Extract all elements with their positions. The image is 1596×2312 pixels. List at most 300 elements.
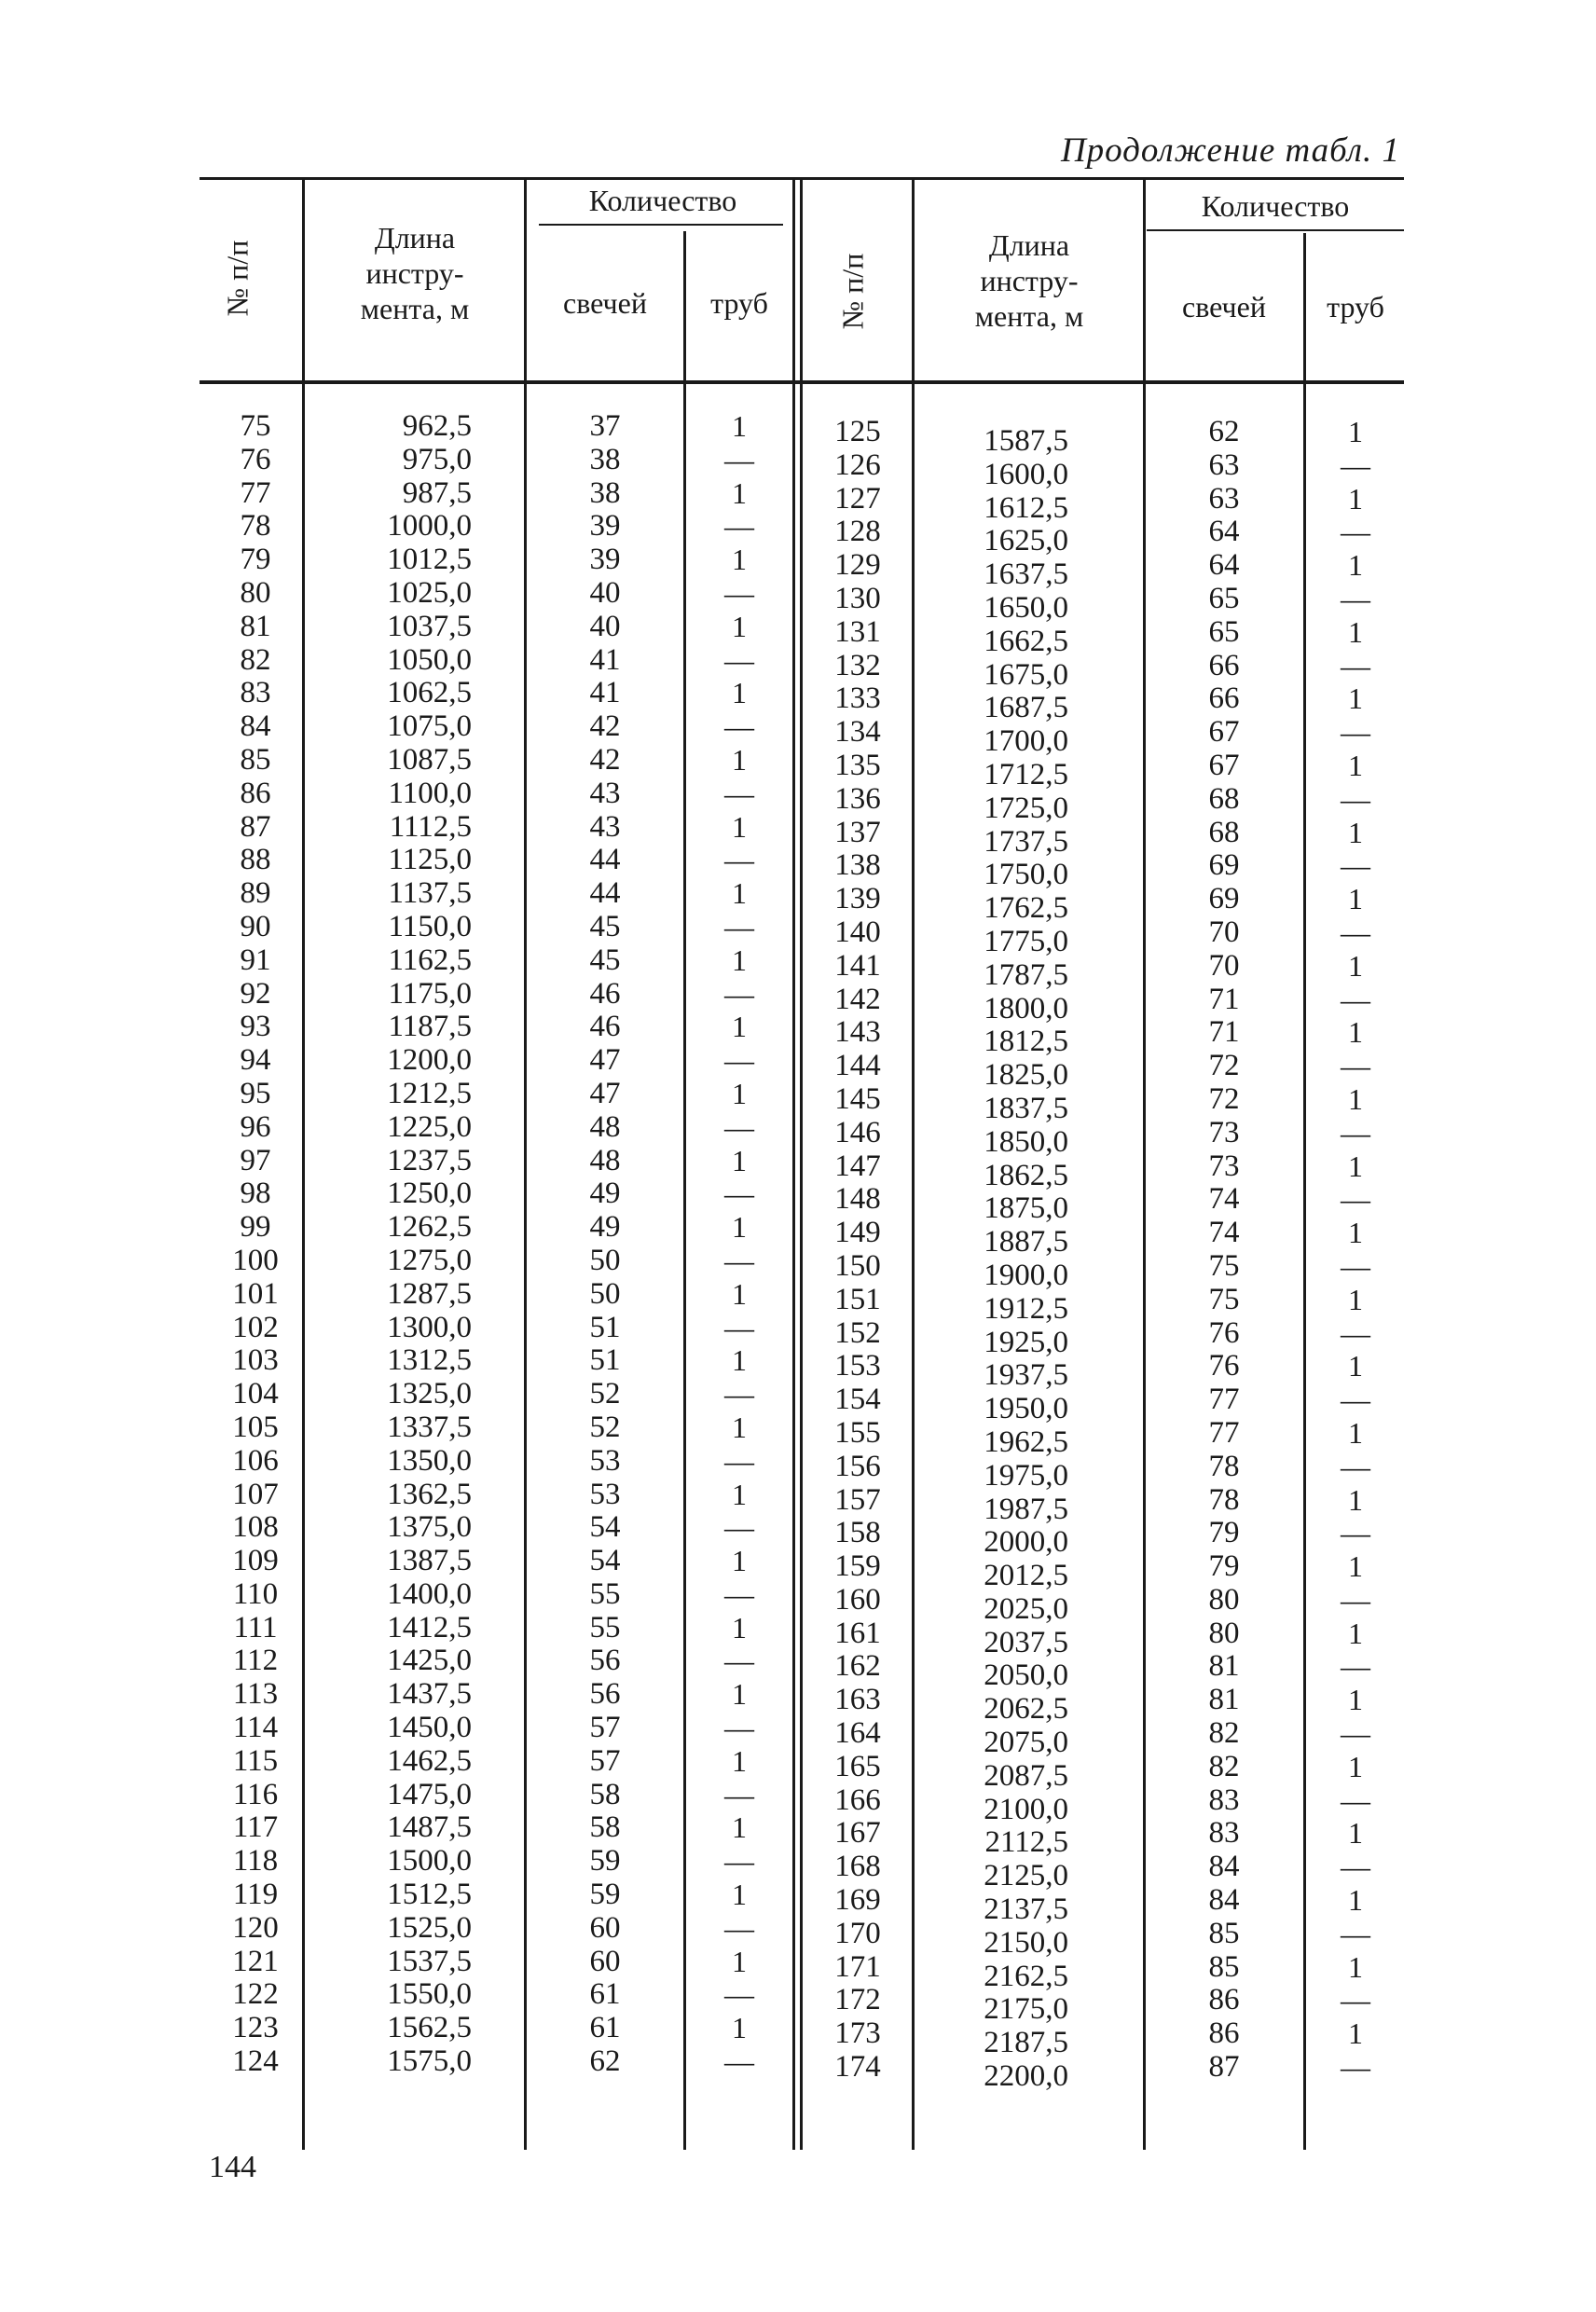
row-candles: 67 (1208, 748, 1240, 782)
row-candles: 45 (589, 943, 621, 977)
row-candles: 85 (1208, 1916, 1240, 1950)
row-pipes: — (724, 1109, 754, 1144)
row-number: 108 (232, 1510, 279, 1545)
row-length: 1725,0 (984, 791, 1068, 825)
row-number: 148 (834, 1182, 881, 1217)
row-candles: 41 (589, 642, 621, 677)
row-number: 169 (834, 1883, 881, 1918)
row-number: 160 (834, 1582, 881, 1617)
row-pipes: 1 (1348, 1282, 1363, 1316)
row-length: 1525,0 (387, 1910, 472, 1945)
row-pipes: — (1341, 915, 1370, 949)
row-number: 110 (232, 1576, 279, 1611)
row-length: 975,0 (402, 442, 472, 476)
row-length: 1500,0 (387, 1844, 472, 1878)
row-length: 2125,0 (984, 1859, 1068, 1893)
row-candles: 55 (589, 1576, 621, 1611)
row-number: 158 (834, 1516, 881, 1550)
row-candles: 66 (1208, 648, 1240, 682)
row-candles: 65 (1208, 581, 1240, 615)
row-length: 1750,0 (984, 858, 1068, 892)
header-num-left: № п/п (220, 240, 255, 317)
row-candles: 39 (589, 543, 621, 577)
row-candles: 47 (589, 1043, 621, 1078)
row-pipes: 1 (732, 1276, 747, 1311)
row-candles: 44 (589, 876, 621, 911)
row-pipes: 1 (1348, 1816, 1363, 1851)
col-divider (1303, 233, 1306, 2150)
row-number: 93 (240, 1010, 271, 1044)
header-num-right: № п/п (835, 253, 870, 330)
row-pipes: 1 (732, 1410, 747, 1444)
row-candles: 38 (589, 442, 621, 476)
row-candles: 80 (1208, 1582, 1240, 1617)
row-candles: 69 (1208, 882, 1240, 916)
row-length: 1425,0 (387, 1644, 472, 1678)
row-pipes: 1 (732, 1010, 747, 1044)
row-pipes: — (1341, 1383, 1370, 1417)
row-pipes: 1 (1348, 481, 1363, 516)
row-number: 126 (834, 447, 881, 482)
row-pipes: — (724, 1910, 754, 1945)
row-candles: 73 (1208, 1149, 1240, 1183)
row-pipes: — (724, 1243, 754, 1277)
row-pipes: — (1341, 982, 1370, 1016)
row-candles: 85 (1208, 1949, 1240, 1984)
row-pipes: 1 (732, 876, 747, 911)
row-length: 1875,0 (984, 1191, 1068, 1226)
row-number: 172 (834, 1983, 881, 2017)
row-pipes: 1 (732, 1610, 747, 1645)
row-length: 1737,5 (984, 824, 1068, 859)
row-candles: 50 (589, 1276, 621, 1311)
row-length: 1712,5 (984, 757, 1068, 791)
row-length: 1625,0 (984, 524, 1068, 558)
row-pipes: 1 (732, 609, 747, 643)
row-number: 149 (834, 1216, 881, 1250)
row-number: 78 (240, 509, 271, 544)
row-number: 170 (834, 1916, 881, 1950)
row-pipes: — (724, 1777, 754, 1811)
row-number: 113 (232, 1677, 279, 1712)
row-candles: 82 (1208, 1749, 1240, 1783)
row-length: 1862,5 (984, 1158, 1068, 1192)
row-number: 118 (232, 1844, 279, 1878)
row-pipes: — (1341, 1516, 1370, 1550)
row-length: 1912,5 (984, 1291, 1068, 1326)
row-candles: 42 (589, 709, 621, 744)
row-number: 163 (834, 1683, 881, 1717)
row-candles: 53 (589, 1443, 621, 1478)
row-number: 143 (834, 1015, 881, 1050)
row-number: 162 (834, 1649, 881, 1684)
row-length: 1812,5 (984, 1025, 1068, 1059)
row-pipes: — (724, 1711, 754, 1745)
row-pipes: — (724, 575, 754, 610)
row-pipes: — (724, 442, 754, 476)
row-length: 1337,5 (387, 1410, 472, 1444)
row-length: 1075,0 (387, 709, 472, 744)
left-length-column (308, 410, 472, 2079)
row-number: 153 (834, 1349, 881, 1383)
row-pipes: 1 (1348, 681, 1363, 716)
row-length: 1200,0 (387, 1043, 472, 1078)
row-number: 88 (240, 843, 271, 877)
row-candles: 51 (589, 1343, 621, 1378)
row-pipes: 1 (732, 1076, 747, 1110)
header-length-left: Длина инстру- мента, м (360, 221, 470, 325)
row-pipes: 1 (1348, 1683, 1363, 1717)
row-pipes: 1 (732, 1944, 747, 1978)
row-number: 168 (834, 1850, 881, 1884)
row-length: 987,5 (402, 475, 472, 510)
row-pipes: — (724, 1377, 754, 1411)
row-length: 1037,5 (387, 609, 472, 643)
row-length: 1562,5 (387, 2011, 472, 2045)
row-pipes: 1 (1348, 815, 1363, 849)
row-number: 114 (232, 1711, 279, 1745)
row-pipes: — (1341, 1182, 1370, 1217)
row-pipes: — (724, 976, 754, 1011)
row-length: 1450,0 (387, 1711, 472, 1745)
row-length: 1787,5 (984, 957, 1068, 992)
row-candles: 40 (589, 575, 621, 610)
row-candles: 49 (589, 1210, 621, 1245)
col-divider (800, 177, 803, 2150)
right-pipes-column (1307, 416, 1404, 2085)
row-candles: 76 (1208, 1349, 1240, 1383)
row-pipes: — (1341, 1850, 1370, 1884)
row-candles: 46 (589, 1010, 621, 1044)
row-number: 109 (232, 1544, 279, 1578)
row-pipes: — (1341, 648, 1370, 682)
row-pipes: 1 (1348, 1081, 1363, 1116)
row-number: 105 (232, 1410, 279, 1444)
row-candles: 82 (1208, 1716, 1240, 1751)
row-pipes: — (1341, 1716, 1370, 1751)
row-candles: 75 (1208, 1282, 1240, 1316)
row-number: 154 (834, 1383, 881, 1417)
row-length: 2137,5 (984, 1892, 1068, 1927)
row-pipes: 1 (1348, 1349, 1363, 1383)
row-pipes: 1 (1348, 1149, 1363, 1183)
row-number: 139 (834, 882, 881, 916)
row-candles: 39 (589, 509, 621, 544)
row-number: 159 (834, 1549, 881, 1584)
row-pipes: — (724, 709, 754, 744)
row-number: 140 (834, 915, 881, 949)
row-candles: 43 (589, 809, 621, 844)
row-candles: 73 (1208, 1115, 1240, 1149)
row-number: 134 (834, 715, 881, 750)
row-number: 116 (232, 1777, 279, 1811)
row-candles: 81 (1208, 1683, 1240, 1717)
row-candles: 74 (1208, 1182, 1240, 1217)
row-candles: 79 (1208, 1549, 1240, 1584)
row-candles: 72 (1208, 1081, 1240, 1116)
row-pipes: 1 (732, 2011, 747, 2045)
row-length: 1762,5 (984, 891, 1068, 926)
row-length: 2100,0 (984, 1792, 1068, 1826)
header-quantity-right: Количество (1201, 189, 1350, 223)
row-pipes: — (724, 1576, 754, 1611)
row-pipes: — (1341, 848, 1370, 883)
row-candles: 62 (1208, 415, 1240, 448)
row-candles: 83 (1208, 1782, 1240, 1817)
row-pipes: 1 (732, 543, 747, 577)
row-length: 1325,0 (387, 1377, 472, 1411)
row-number: 87 (240, 809, 271, 844)
row-length: 1150,0 (388, 909, 472, 943)
row-pipes: 1 (732, 1810, 747, 1845)
row-pipes: — (1341, 1049, 1370, 1083)
row-pipes: — (1341, 1115, 1370, 1149)
row-pipes: 1 (732, 1743, 747, 1778)
row-length: 1900,0 (984, 1258, 1068, 1292)
row-number: 155 (834, 1415, 881, 1450)
row-candles: 71 (1208, 982, 1240, 1016)
row-pipes: — (1341, 2050, 1370, 2085)
row-pipes: — (724, 1844, 754, 1878)
row-number: 101 (232, 1276, 279, 1311)
row-candles: 52 (589, 1377, 621, 1411)
row-pipes: — (1341, 515, 1370, 549)
row-number: 89 (240, 876, 271, 911)
row-number: 120 (232, 1910, 279, 1945)
row-length: 1100,0 (388, 776, 472, 810)
row-candles: 48 (589, 1143, 621, 1177)
row-length: 1612,5 (984, 490, 1068, 525)
left-pipes-column (687, 410, 791, 2079)
row-candles: 59 (589, 1844, 621, 1878)
row-number: 130 (834, 581, 881, 615)
row-candles: 50 (589, 1243, 621, 1277)
row-pipes: 1 (1348, 1616, 1363, 1650)
row-pipes: 1 (732, 1878, 747, 1912)
row-candles: 58 (589, 1810, 621, 1845)
row-length: 1287,5 (387, 1276, 472, 1311)
row-candles: 65 (1208, 614, 1240, 649)
row-pipes: — (724, 1310, 754, 1344)
col-divider (524, 177, 527, 2150)
row-pipes: 1 (1348, 1015, 1363, 1050)
row-number: 137 (834, 815, 881, 849)
row-number: 146 (834, 1115, 881, 1149)
row-candles: 78 (1208, 1482, 1240, 1517)
row-pipes: — (1341, 1315, 1370, 1350)
row-number: 111 (233, 1610, 278, 1645)
row-number: 119 (232, 1878, 279, 1912)
row-pipes: 1 (1348, 948, 1363, 983)
row-number: 107 (232, 1477, 279, 1511)
right-num-column (805, 416, 910, 2085)
quantity-rule-right (1147, 229, 1404, 231)
row-number: 75 (240, 409, 271, 443)
row-candles: 54 (589, 1544, 621, 1578)
row-length: 1062,5 (387, 676, 472, 710)
row-candles: 83 (1208, 1816, 1240, 1851)
row-pipes: 1 (1348, 1549, 1363, 1584)
row-number: 141 (834, 948, 881, 983)
row-length: 2187,5 (984, 2026, 1068, 2060)
row-pipes: 1 (1348, 1949, 1363, 1984)
row-candles: 60 (589, 1910, 621, 1945)
row-length: 1550,0 (387, 1977, 472, 2012)
row-number: 165 (834, 1749, 881, 1783)
row-number: 103 (232, 1343, 279, 1378)
row-pipes: — (724, 1177, 754, 1211)
row-candles: 57 (589, 1743, 621, 1778)
row-number: 85 (240, 742, 271, 777)
row-pipes: 1 (1348, 2016, 1363, 2051)
row-length: 1512,5 (387, 1878, 472, 1912)
row-number: 98 (240, 1177, 271, 1211)
row-number: 171 (834, 1949, 881, 1984)
row-number: 76 (240, 442, 271, 476)
row-number: 96 (240, 1109, 271, 1144)
row-candles: 55 (589, 1610, 621, 1645)
row-number: 138 (834, 848, 881, 883)
row-length: 1000,0 (387, 509, 472, 544)
row-number: 77 (240, 475, 271, 510)
row-length: 962,5 (402, 409, 472, 443)
row-length: 1262,5 (387, 1210, 472, 1245)
row-pipes: — (724, 509, 754, 544)
row-number: 150 (834, 1248, 881, 1283)
row-number: 90 (240, 909, 271, 943)
row-number: 142 (834, 982, 881, 1016)
row-pipes: 1 (732, 409, 747, 443)
col-divider (792, 177, 795, 2150)
row-pipes: — (724, 776, 754, 810)
row-length: 1575,0 (387, 2044, 472, 2079)
row-candles: 67 (1208, 715, 1240, 750)
row-candles: 38 (589, 475, 621, 510)
row-length: 2012,5 (984, 1559, 1068, 1593)
row-pipes: 1 (732, 1677, 747, 1712)
row-candles: 77 (1208, 1415, 1240, 1450)
row-pipes: — (1341, 1248, 1370, 1283)
row-length: 1187,5 (388, 1010, 472, 1044)
row-candles: 75 (1208, 1248, 1240, 1283)
row-candles: 52 (589, 1410, 621, 1444)
row-pipes: 1 (1348, 1482, 1363, 1517)
row-candles: 40 (589, 609, 621, 643)
row-candles: 80 (1208, 1616, 1240, 1650)
row-number: 161 (834, 1616, 881, 1650)
row-candles: 56 (589, 1644, 621, 1678)
row-number: 135 (834, 748, 881, 782)
row-pipes: — (1341, 1582, 1370, 1617)
row-pipes: — (1341, 1916, 1370, 1950)
row-pipes: 1 (732, 1477, 747, 1511)
row-pipes: 1 (732, 1343, 747, 1378)
row-length: 1375,0 (387, 1510, 472, 1545)
row-candles: 56 (589, 1677, 621, 1712)
row-length: 2112,5 (984, 1825, 1068, 1860)
row-pipes: — (1341, 581, 1370, 615)
row-length: 1050,0 (387, 642, 472, 677)
row-length: 1312,5 (387, 1343, 472, 1378)
row-number: 174 (834, 2050, 881, 2085)
row-pipes: — (724, 642, 754, 677)
row-pipes: — (724, 1043, 754, 1078)
row-number: 129 (834, 548, 881, 583)
row-length: 1350,0 (387, 1443, 472, 1478)
left-candles-column (528, 410, 682, 2079)
row-number: 151 (834, 1282, 881, 1316)
row-pipes: 1 (1348, 1883, 1363, 1918)
row-number: 112 (232, 1644, 279, 1678)
row-pipes: 1 (732, 943, 747, 977)
row-candles: 76 (1208, 1315, 1240, 1350)
row-length: 2025,0 (984, 1591, 1068, 1626)
row-candles: 71 (1208, 1015, 1240, 1050)
row-length: 1162,5 (388, 943, 472, 977)
row-candles: 42 (589, 742, 621, 777)
row-length: 1925,0 (984, 1325, 1068, 1359)
row-candles: 46 (589, 976, 621, 1011)
row-length: 1825,0 (984, 1058, 1068, 1093)
row-number: 131 (834, 614, 881, 649)
row-pipes: — (724, 843, 754, 877)
row-number: 84 (240, 709, 271, 744)
row-candles: 61 (589, 2011, 621, 2045)
row-pipes: — (724, 1510, 754, 1545)
row-pipes: 1 (732, 1544, 747, 1578)
row-number: 92 (240, 976, 271, 1011)
row-number: 147 (834, 1149, 881, 1183)
row-number: 125 (834, 415, 881, 448)
row-pipes: 1 (1348, 882, 1363, 916)
row-length: 2000,0 (984, 1525, 1068, 1560)
row-number: 136 (834, 781, 881, 816)
right-length-column (923, 425, 1068, 2094)
col-divider (683, 231, 686, 2150)
row-candles: 72 (1208, 1049, 1240, 1083)
row-length: 1675,0 (984, 657, 1068, 692)
row-candles: 47 (589, 1076, 621, 1110)
header-length-right: Длина инстру- мента, м (974, 228, 1084, 333)
row-number: 100 (232, 1243, 279, 1277)
row-candles: 74 (1208, 1216, 1240, 1250)
row-number: 124 (232, 2044, 279, 2079)
page-number: 144 (209, 2150, 256, 2184)
row-pipes: 1 (732, 676, 747, 710)
row-pipes: — (1341, 1983, 1370, 2017)
row-length: 1687,5 (984, 691, 1068, 725)
row-length: 1637,5 (984, 557, 1068, 592)
row-number: 104 (232, 1377, 279, 1411)
row-candles: 62 (589, 2044, 621, 2079)
row-number: 106 (232, 1443, 279, 1478)
row-length: 2037,5 (984, 1625, 1068, 1659)
row-length: 1475,0 (387, 1777, 472, 1811)
row-candles: 64 (1208, 548, 1240, 583)
row-candles: 37 (589, 409, 621, 443)
row-length: 1850,0 (984, 1124, 1068, 1159)
quantity-rule-left (539, 224, 783, 226)
col-divider (912, 177, 915, 2150)
row-number: 173 (834, 2016, 881, 2051)
row-candles: 63 (1208, 481, 1240, 516)
row-candles: 84 (1208, 1883, 1240, 1918)
row-candles: 41 (589, 676, 621, 710)
row-candles: 69 (1208, 848, 1240, 883)
row-candles: 43 (589, 776, 621, 810)
row-number: 164 (834, 1716, 881, 1751)
row-candles: 87 (1208, 2050, 1240, 2085)
